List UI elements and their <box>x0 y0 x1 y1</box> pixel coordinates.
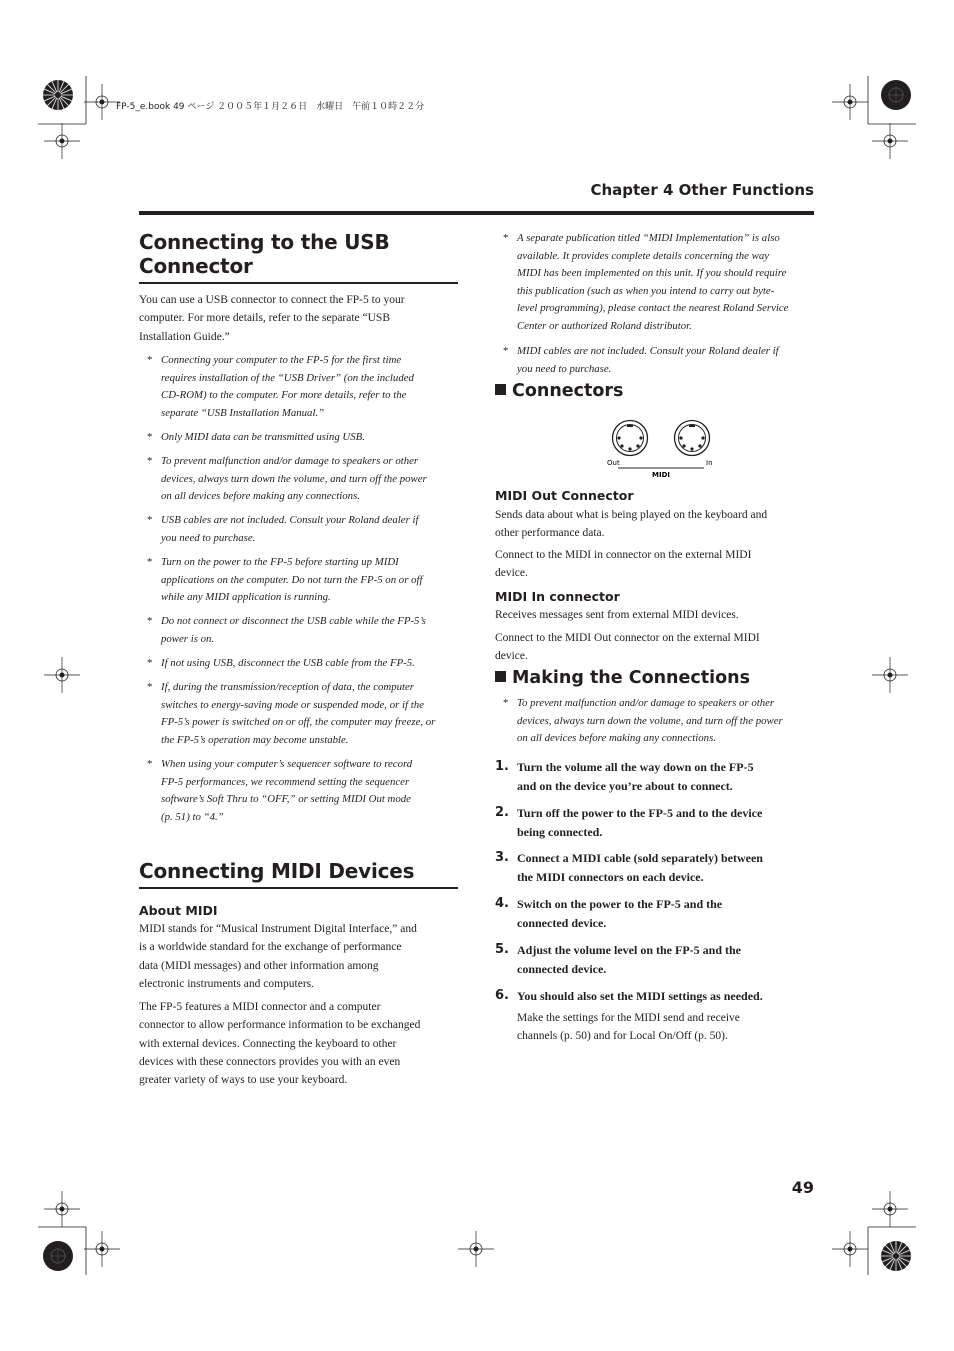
midi-devices-heading: Connecting MIDI Devices <box>139 859 415 883</box>
midi-out-paragraph: Connect to the MIDI in connector on the external MIDI device. <box>495 549 752 580</box>
midi-heading-rule <box>139 887 458 889</box>
connectors-heading: Connectors <box>495 380 623 402</box>
step-item: 5. Adjust the volume level on the FP-5 and the connected device. <box>495 942 741 976</box>
step-item: 6. You should also set the MIDI settings as needed. <box>495 988 763 1003</box>
step-item: 1. Turn the volume all the way down on the FP-5 and on the device you’re about to connect. <box>495 759 754 793</box>
page-number: 49 <box>791 1178 814 1197</box>
chapter-title: Chapter 4 Other Functions <box>590 181 814 199</box>
making-connections-heading: Making the Connections <box>495 667 750 689</box>
usb-note: * Connecting your computer to the FP-5 for the first time requires installation of the “USB Driver” (on the included CD-ROM) to the computer. For more details, refer to the separate “USB Installation Manual.” <box>147 354 414 419</box>
midi-out-label: Out <box>607 459 620 467</box>
usb-note: * Turn on the power to the FP-5 before starting up MIDI applications on the computer. Do not turn the FP-5 on or off while any MIDI application is running. <box>147 556 423 604</box>
usb-note: * When using your computer’s sequencer software to record FP-5 performances, we recommend setting the sequencer software’s Soft Thru to “OFF,” or setting MIDI Out mode (p. 51) to “4.” <box>147 758 413 823</box>
print-header: FP-5_e.book 49 ページ ２００５年１月２６日 水曜日 午前１０時２２分 <box>116 102 425 112</box>
usb-heading: Connecting to the USB Connector <box>139 230 390 278</box>
midi-note: * MIDI cables are not included. Consult your Roland dealer if you need to purchase. <box>503 345 779 375</box>
usb-note: * Only MIDI data can be transmitted using USB. <box>147 431 365 443</box>
making-note: * To prevent malfunction and/or damage to speakers or other devices, always turn down the volume, and turn off the power on all devices before making any connections. <box>503 697 783 745</box>
usb-intro: You can use a USB connector to connect the FP-5 to your computer. For more details, refer to the separate “USB Installation Guide.” <box>139 294 405 343</box>
usb-note: * If not using USB, disconnect the USB cable from the FP-5. <box>147 657 415 669</box>
step-item: 4. Switch on the power to the FP-5 and the connected device. <box>495 896 723 930</box>
midi-label: MIDI <box>652 471 670 479</box>
midi-out-jack-icon <box>613 421 648 456</box>
step6-detail: Make the settings for the MIDI send and receive channels (p. 50) and for Local On/Off (p. 50). <box>517 1012 740 1043</box>
midi-note: * A separate publication titled “MIDI Implementation” is also available. It provides complete details concerning the way MIDI has been implemented on this unit. If you should require this publication (such as when you intend to carry out byte- level programming), please contact the nearest Roland Service Center or authorized Roland distributor. <box>503 232 789 332</box>
midi-out-paragraph: Sends data about what is being played on the keyboard and other performance data. <box>495 509 768 540</box>
square-bullet-icon <box>495 671 506 682</box>
midi-in-paragraph: Connect to the MIDI Out connector on the external MIDI device. <box>495 632 760 663</box>
about-midi-paragraph: The FP-5 features a MIDI connector and a computer connector to allow performance information to be exchanged with external devices. Connecting the keyboard to other devices with these connectors provides you with an even greater variety of ways to use your keyboard. <box>139 1001 421 1087</box>
about-midi-paragraph: MIDI stands for “Musical Instrument Digital Interface,” and is a worldwide standard for the exchange of performance data (MIDI messages) and other information among electronic instruments and computers. <box>139 923 417 990</box>
midi-in-heading: MIDI In connector <box>495 589 620 604</box>
header-rule <box>139 211 814 215</box>
usb-note: * To prevent malfunction and/or damage to speakers or other devices, always turn down the volume, and turn off the power on all devices before making any connections. <box>147 455 427 503</box>
midi-out-heading: MIDI Out Connector <box>495 488 634 503</box>
step-item: 3. Connect a MIDI cable (sold separately) between the MIDI connectors on each device. <box>495 850 763 884</box>
usb-note: * USB cables are not included. Consult your Roland dealer if you need to purchase. <box>147 514 419 544</box>
usb-note: * If, during the transmission/reception of data, the computer switches to energy-saving mode or suspended mode, or if the FP-5’s power is switched on or off, the computer may freeze, or the FP-5’s operation may become unstable. <box>147 681 436 746</box>
about-midi-heading: About MIDI <box>139 903 218 918</box>
step-item: 2. Turn off the power to the FP-5 and to the device being connected. <box>495 805 763 839</box>
square-bullet-icon <box>495 384 506 395</box>
midi-in-label: In <box>706 459 713 467</box>
midi-in-paragraph: Receives messages sent from external MIDI devices. <box>495 609 739 621</box>
usb-note: * Do not connect or disconnect the USB cable while the FP-5’s power is on. <box>147 615 426 645</box>
usb-heading-rule <box>139 282 458 284</box>
midi-in-jack-icon <box>675 421 710 456</box>
midi-connectors-diagram <box>602 418 720 480</box>
